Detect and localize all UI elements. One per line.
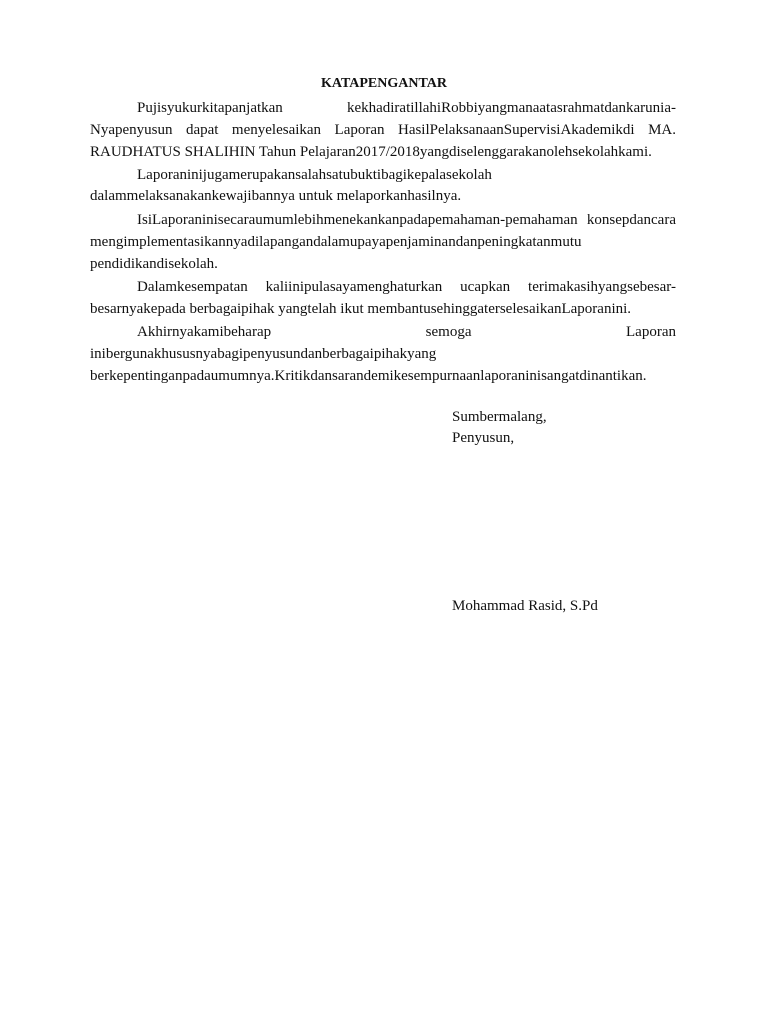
paragraph-1-line-2: Nyapenyusun dapat menyelesaikan Laporan HasilPelaksanaanSupervisiAkademikdi MA. — [90, 122, 676, 138]
paragraph-3-line-1: IsiLaporaninisecaraumumlebihmenekankanpadapemahaman-pemahaman konsepdancara — [137, 212, 676, 228]
page-title: KATAPENGANTAR — [321, 76, 447, 91]
signatory-name: Mohammad Rasid, S.Pd — [452, 598, 598, 614]
paragraph-1-line-1: Pujisyukurkitapanjatkan kekhadiratillahiRobbiyangmanaatasrahmatdankarunia- — [137, 100, 676, 116]
closing-place: Sumbermalang, — [452, 409, 547, 425]
paragraph-2-line-2: dalammelaksanakankewajibannya untuk melaporkanhasilnya. — [90, 188, 462, 204]
paragraph-4-line-2: besarnyakepada berbagaipihak yangtelah ikut membantusehinggaterselesaikanLaporanini. — [90, 301, 632, 317]
paragraph-1-line-3: RAUDHATUS SHALIHIN Tahun Pelajaran2017/2018yangdiselenggarakanolehsekolahkami. — [90, 144, 652, 160]
paragraph-5-line-2: inibergunakhususnyabagipenyusundanberbagaipihakyang — [90, 346, 437, 362]
paragraph-4-line-1: Dalamkesempatan kaliinipulasayamenghaturkan ucapkan terimakasihyangsebesar- — [137, 279, 676, 295]
paragraph-2-line-1: Laporaninijugamerupakansalahsatubuktibagikepalasekolah — [137, 167, 492, 183]
paragraph-5-line-1: Akhirnyakamibeharap semoga Laporan — [137, 324, 676, 340]
closing-role: Penyusun, — [452, 430, 515, 446]
paragraph-5-line-3: berkepentinganpadaumumnya.Kritikdansarandemikesempurnaanlaporaninisangatdinantikan. — [90, 368, 647, 384]
paragraph-3-line-3: pendidikandisekolah. — [90, 256, 218, 272]
paragraph-3-line-2: mengimplementasikannyadilapangandalamupayapenjaminandanpeningkatanmutu — [90, 234, 582, 250]
